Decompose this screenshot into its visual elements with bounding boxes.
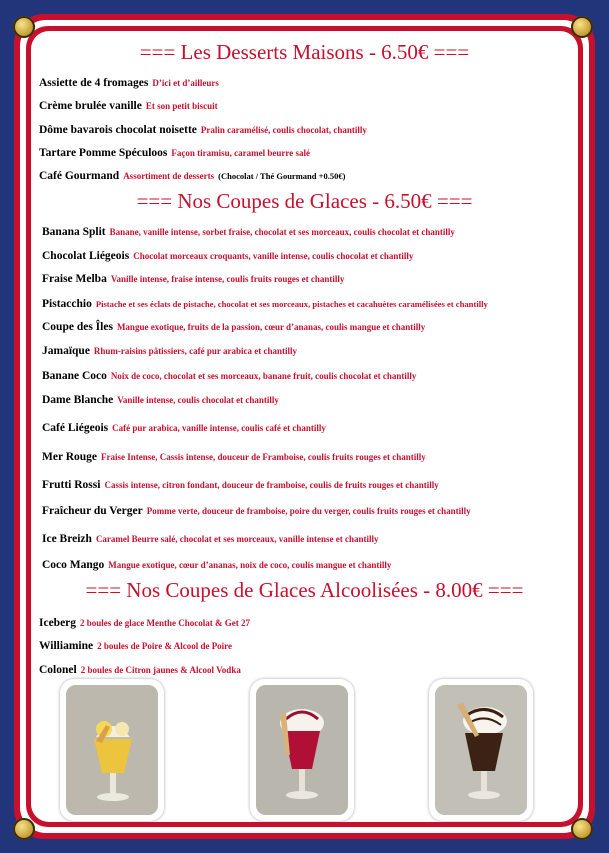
menu-item [42,555,391,573]
item-name: Coupe des Îles [42,321,113,333]
item-name: Pistacchio [42,298,92,310]
item-name: Crème brulée vanille [39,100,142,112]
menu-item [42,529,379,547]
item-name: Iceberg [39,617,77,629]
menu-item [42,366,416,384]
section-title-alcoholic: === Nos Coupes de Glaces Alcoolisées - 8.00€ === [85,578,524,602]
chocolate-sundae-photo [429,679,533,821]
item-name: Tartare Pomme Spéculoos [39,147,168,159]
item-name: Assiette de 4 fromages [39,77,149,89]
item-description: Assortiment de desserts [123,171,215,181]
menu-item [39,96,218,114]
item-description: Banane, vanille intense, sorbet fraise, chocolat et ses morceaux, coulis chocolat et chantilly [109,227,455,237]
item-name: Café Liégeois [42,422,109,434]
item-description: Caramel Beurre salé, chocolat et ses morceaux, vanille intense et chantilly [95,534,379,544]
menu-item [42,447,426,465]
menu-item [42,501,471,519]
item-name: Fraise Melba [42,273,107,285]
item-name: Dôme bavarois chocolat noisette [39,124,197,136]
item-description: 2 boules de glace Menthe Chocolat & Get 27 [80,618,251,628]
item-name: Fraîcheur du Verger [42,505,143,517]
menu-item [39,660,241,678]
menu-item [39,120,367,138]
corner-bolt-icon [571,818,593,840]
item-description: Vanille intense, fraise intense, coulis fruits rouges et chantilly [110,274,345,284]
item-name: Coco Mango [42,559,105,571]
item-note: (Chocolat / Thé Gourmand +0.50€) [218,171,346,181]
corner-bolt-icon [571,16,593,38]
item-description: Pistache et ses éclats de pistache, chocolat et ses morceaux, pistaches et cacahuètes caramélisées et chantilly [95,299,488,309]
menu-item [39,143,310,161]
item-name: Jamaïque [42,345,90,357]
menu-item [39,73,219,91]
item-name: Frutti Rossi [42,479,101,491]
item-description: Chocolat morceaux croquants, vanille intense, coulis chocolat et chantilly [133,251,414,261]
item-description: Mangue exotique, cœur d’ananas, noix de coco, coulis mangue et chantilly [108,560,392,570]
item-name: Banana Split [42,226,106,238]
item-name: Ice Breizh [42,533,92,545]
menu-item [39,166,345,184]
item-description: Rhum-raisins pâtissiers, café pur arabica et chantilly [93,346,298,356]
menu-item [42,222,455,240]
corner-bolt-icon [13,818,35,840]
item-description: Cassis intense, citron fondant, douceur de framboise, coulis de fruits rouges et chantilly [104,480,439,490]
item-description: Café pur arabica, vanille intense, coulis café et chantilly [112,423,326,433]
menu-item [42,317,425,335]
yellow-sundae-photo [60,679,164,821]
item-description: Façon tiramisu, caramel beurre salé [171,148,310,158]
item-name: Dame Blanche [42,394,114,406]
item-description: Noix de coco, chocolat et ses morceaux, banane fruit, coulis chocolat et chantilly [110,371,417,381]
item-name: Chocolat Liégeois [42,250,130,262]
menu-item [42,294,488,312]
item-description: Pomme verte, douceur de framboise, poire du verger, coulis fruits rouges et chantilly [146,506,471,516]
menu-item [42,246,413,264]
menu-item [42,269,344,287]
item-description: Vanille intense, coulis chocolat et chantilly [117,395,279,405]
menu-item [42,390,279,408]
menu-item [39,613,250,631]
menu-item [42,341,297,359]
menu-page [31,31,578,822]
item-name: Café Gourmand [39,170,120,182]
item-description: 2 boules de Poire & Alcool de Poire [97,641,233,651]
item-description: Fraise Intense, Cassis intense, douceur de Framboise, coulis fruits rouges et chantilly [101,452,426,462]
menu-item [39,636,232,654]
corner-bolt-icon [13,16,35,38]
red-fruit-sundae-photo [250,679,354,821]
section-title-ice-cream: === Nos Coupes de Glaces - 6.50€ === [136,189,473,213]
item-name: Mer Rouge [42,451,98,463]
item-name: Colonel [39,664,77,676]
item-name: Banane Coco [42,370,107,382]
item-description: 2 boules de Citron jaunes & Alcool Vodka [80,665,241,675]
section-title-desserts: === Les Desserts Maisons - 6.50€ === [139,40,470,64]
item-description: D’ici et d’ailleurs [152,78,219,88]
menu-item [42,475,439,493]
item-name: Williamine [39,640,94,652]
item-description: Mangue exotique, fruits de la passion, cœur d’ananas, coulis mangue et chantilly [116,322,426,332]
menu-item [42,418,326,436]
item-description: Et son petit biscuit [145,101,218,111]
item-description: Pralin caramélisé, coulis chocolat, chantilly [200,125,367,135]
